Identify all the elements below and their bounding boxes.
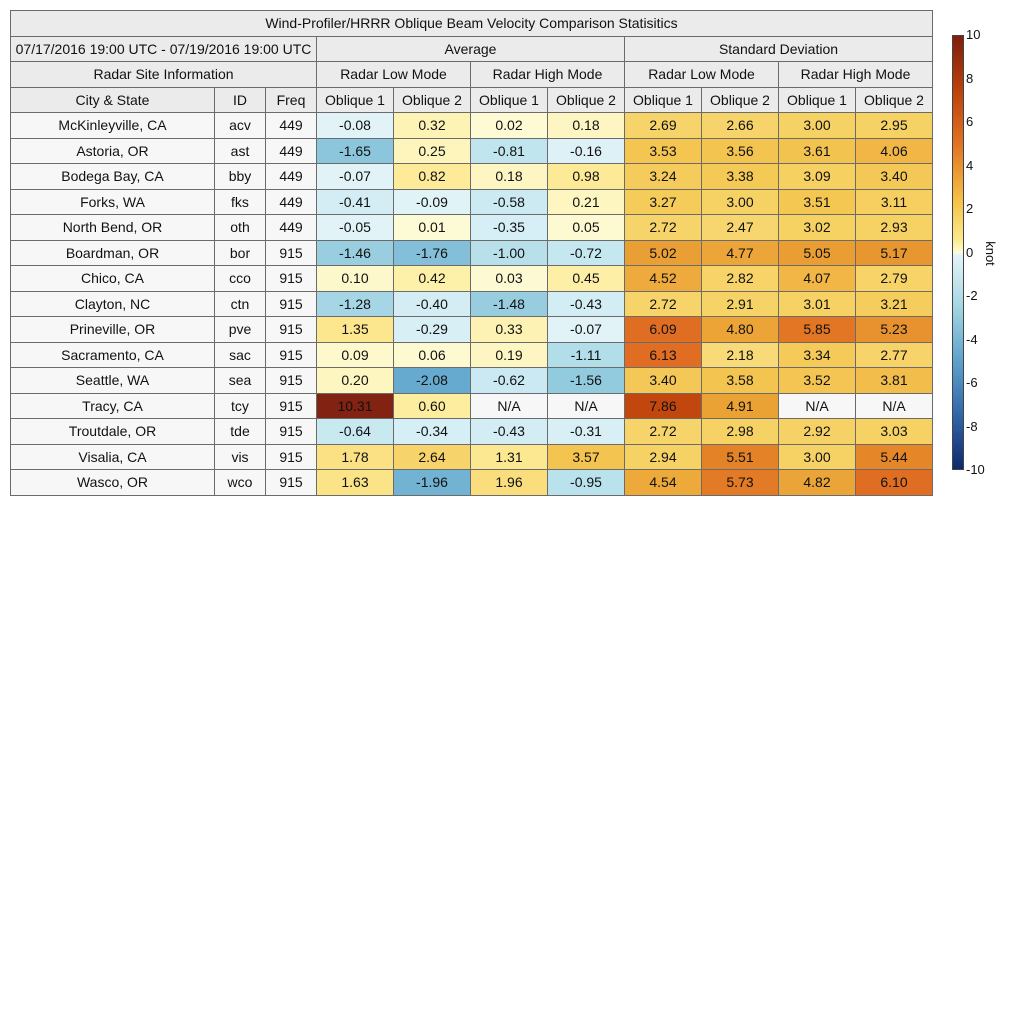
avg-high-oblique2-cell: -0.95: [548, 470, 625, 496]
id-cell: wco: [215, 470, 266, 496]
avg-low-oblique1-cell: -1.65: [317, 138, 394, 164]
std-high-oblique2-cell: 5.17: [856, 240, 933, 266]
id-column-header: ID: [215, 87, 266, 113]
avg-low-oblique1-cell: -1.28: [317, 291, 394, 317]
avg-low-oblique2-cell: 0.42: [394, 266, 471, 292]
colorbar-tick-label: -10: [966, 462, 985, 477]
colorbar-tick-label: 4: [966, 157, 974, 173]
avg-low-oblique1-cell: 0.09: [317, 342, 394, 368]
std-high-oblique2-cell: 3.11: [856, 189, 933, 215]
table-row: [11, 164, 933, 190]
table-row: [11, 342, 933, 368]
avg-low-oblique1-cell: -0.08: [317, 113, 394, 139]
city-cell: Sacramento, CA: [11, 342, 215, 368]
avg-high-oblique2-cell: -0.43: [548, 291, 625, 317]
id-cell: vis: [215, 444, 266, 470]
city-cell: Boardman, OR: [11, 240, 215, 266]
std-high-oblique2-header: Oblique 2: [856, 87, 933, 113]
city-cell: Tracy, CA: [11, 393, 215, 419]
avg-high-oblique1-cell: 0.19: [471, 342, 548, 368]
std-high-oblique1-cell: 4.82: [779, 470, 856, 496]
avg-low-oblique1-cell: 1.35: [317, 317, 394, 343]
city-cell: Clayton, NC: [11, 291, 215, 317]
avg-low-oblique2-cell: 2.64: [394, 444, 471, 470]
std-high-oblique1-cell: 3.09: [779, 164, 856, 190]
avg-low-oblique2-header: Oblique 2: [394, 87, 471, 113]
avg-low-oblique2-cell: 0.01: [394, 215, 471, 241]
avg-low-oblique1-cell: -0.05: [317, 215, 394, 241]
std-low-oblique2-cell: 2.82: [702, 266, 779, 292]
avg-low-oblique2-cell: -0.40: [394, 291, 471, 317]
avg-high-oblique1-cell: 0.33: [471, 317, 548, 343]
std-high-oblique1-cell: 5.85: [779, 317, 856, 343]
city-cell: Seattle, WA: [11, 368, 215, 394]
colorbar-tick-label: 10: [966, 27, 981, 42]
avg-high-oblique2-cell: 0.45: [548, 266, 625, 292]
colorbar-tick-label: -6: [966, 375, 978, 390]
avg-high-oblique1-cell: -1.48: [471, 291, 548, 317]
std-low-oblique2-cell: 2.18: [702, 342, 779, 368]
std-high-oblique2-cell: 5.23: [856, 317, 933, 343]
freq-cell: 449: [266, 113, 317, 139]
table-row: [11, 291, 933, 317]
avg-low-oblique1-cell: 0.10: [317, 266, 394, 292]
std-high-oblique2-cell: 2.77: [856, 342, 933, 368]
std-low-oblique2-cell: 3.56: [702, 138, 779, 164]
std-high-oblique1-cell: 3.02: [779, 215, 856, 241]
freq-cell: 915: [266, 393, 317, 419]
table-title: Wind-Profiler/HRRR Oblique Beam Velocity Comparison Statisitics: [11, 11, 933, 37]
std-low-oblique2-cell: 4.91: [702, 393, 779, 419]
avg-low-oblique2-cell: 0.82: [394, 164, 471, 190]
table-row: [11, 419, 933, 445]
city-column-header: City & State: [11, 87, 215, 113]
city-cell: McKinleyville, CA: [11, 113, 215, 139]
avg-low-oblique2-cell: 0.25: [394, 138, 471, 164]
freq-cell: 449: [266, 138, 317, 164]
avg-high-oblique1-cell: -0.43: [471, 419, 548, 445]
freq-cell: 915: [266, 419, 317, 445]
std-low-oblique2-cell: 2.47: [702, 215, 779, 241]
table-row: [11, 266, 933, 292]
avg-low-oblique2-cell: -1.96: [394, 470, 471, 496]
avg-low-mode-header: Radar Low Mode: [317, 62, 471, 88]
avg-low-oblique2-cell: -0.09: [394, 189, 471, 215]
freq-column-header: Freq: [266, 87, 317, 113]
std-low-oblique1-cell: 2.72: [625, 419, 702, 445]
std-high-oblique1-cell: 5.05: [779, 240, 856, 266]
avg-high-oblique2-cell: N/A: [548, 393, 625, 419]
avg-high-oblique2-cell: 3.57: [548, 444, 625, 470]
std-low-oblique1-cell: 5.02: [625, 240, 702, 266]
std-high-oblique2-cell: 2.93: [856, 215, 933, 241]
city-cell: Astoria, OR: [11, 138, 215, 164]
std-low-mode-header: Radar Low Mode: [625, 62, 779, 88]
table-row: [11, 470, 933, 496]
avg-high-oblique1-cell: -1.00: [471, 240, 548, 266]
avg-high-oblique2-cell: 0.21: [548, 189, 625, 215]
id-cell: sea: [215, 368, 266, 394]
std-low-oblique2-cell: 5.51: [702, 444, 779, 470]
avg-high-oblique2-cell: -0.72: [548, 240, 625, 266]
colorbar-tick-label: 2: [966, 201, 974, 216]
avg-high-oblique1-cell: N/A: [471, 393, 548, 419]
id-cell: bor: [215, 240, 266, 266]
freq-cell: 915: [266, 342, 317, 368]
avg-high-oblique1-cell: -0.58: [471, 189, 548, 215]
city-cell: Wasco, OR: [11, 470, 215, 496]
std-low-oblique2-cell: 2.66: [702, 113, 779, 139]
std-high-oblique1-cell: 3.51: [779, 189, 856, 215]
std-low-oblique2-cell: 2.98: [702, 419, 779, 445]
id-cell: fks: [215, 189, 266, 215]
std-low-oblique2-cell: 3.58: [702, 368, 779, 394]
std-low-oblique1-cell: 2.72: [625, 291, 702, 317]
freq-cell: 915: [266, 291, 317, 317]
stats-table-container: [10, 10, 933, 496]
avg-high-oblique1-cell: 0.18: [471, 164, 548, 190]
std-high-oblique2-cell: 6.10: [856, 470, 933, 496]
std-low-oblique2-cell: 3.38: [702, 164, 779, 190]
colorbar-tick-label: 8: [966, 70, 974, 86]
avg-high-oblique2-cell: -1.56: [548, 368, 625, 394]
std-low-oblique2-cell: 4.80: [702, 317, 779, 343]
freq-cell: 915: [266, 266, 317, 292]
avg-high-oblique1-cell: -0.81: [471, 138, 548, 164]
std-high-mode-header: Radar High Mode: [779, 62, 933, 88]
avg-high-oblique2-cell: -0.31: [548, 419, 625, 445]
id-cell: ctn: [215, 291, 266, 317]
avg-low-oblique2-cell: -2.08: [394, 368, 471, 394]
avg-low-oblique2-cell: 0.60: [394, 393, 471, 419]
std-low-oblique1-cell: 6.09: [625, 317, 702, 343]
table-row: [11, 368, 933, 394]
std-high-oblique1-cell: N/A: [779, 393, 856, 419]
std-low-oblique1-cell: 3.40: [625, 368, 702, 394]
std-high-oblique2-cell: 2.79: [856, 266, 933, 292]
avg-low-oblique1-cell: -0.41: [317, 189, 394, 215]
std-low-oblique1-cell: 6.13: [625, 342, 702, 368]
std-low-oblique1-cell: 2.94: [625, 444, 702, 470]
std-low-oblique1-cell: 2.69: [625, 113, 702, 139]
id-cell: bby: [215, 164, 266, 190]
stddev-header: Standard Deviation: [625, 36, 933, 62]
table-row: [11, 240, 933, 266]
std-low-oblique1-cell: 7.86: [625, 393, 702, 419]
table-row: [11, 393, 933, 419]
colorbar-tick-label: 0: [966, 244, 974, 260]
avg-low-oblique2-cell: -0.29: [394, 317, 471, 343]
stats-table: [10, 10, 933, 496]
std-high-oblique1-cell: 4.07: [779, 266, 856, 292]
std-low-oblique2-cell: 3.00: [702, 189, 779, 215]
city-cell: Bodega Bay, CA: [11, 164, 215, 190]
avg-low-oblique2-cell: 0.06: [394, 342, 471, 368]
avg-low-oblique2-cell: -0.34: [394, 419, 471, 445]
colorbar-tick-label: -2: [966, 288, 978, 303]
freq-cell: 915: [266, 444, 317, 470]
avg-high-oblique1-cell: 0.03: [471, 266, 548, 292]
id-cell: oth: [215, 215, 266, 241]
freq-cell: 915: [266, 470, 317, 496]
avg-high-oblique2-cell: 0.98: [548, 164, 625, 190]
avg-high-oblique2-cell: -0.07: [548, 317, 625, 343]
std-high-oblique1-cell: 3.61: [779, 138, 856, 164]
std-low-oblique1-cell: 4.52: [625, 266, 702, 292]
std-high-oblique1-cell: 3.34: [779, 342, 856, 368]
freq-cell: 915: [266, 240, 317, 266]
std-low-oblique1-header: Oblique 1: [625, 87, 702, 113]
std-low-oblique1-cell: 3.24: [625, 164, 702, 190]
column-header-row: [11, 87, 933, 113]
avg-high-oblique1-cell: 1.96: [471, 470, 548, 496]
colorbar-tick-label: -8: [966, 418, 978, 434]
avg-high-oblique2-cell: -1.11: [548, 342, 625, 368]
table-row: [11, 317, 933, 343]
std-high-oblique2-cell: N/A: [856, 393, 933, 419]
city-cell: Visalia, CA: [11, 444, 215, 470]
avg-high-oblique2-cell: 0.05: [548, 215, 625, 241]
std-high-oblique2-cell: 2.95: [856, 113, 933, 139]
avg-low-oblique2-cell: -1.76: [394, 240, 471, 266]
std-low-oblique1-cell: 3.27: [625, 189, 702, 215]
avg-high-oblique2-cell: -0.16: [548, 138, 625, 164]
title-row: [11, 11, 933, 37]
avg-low-oblique1-cell: 1.63: [317, 470, 394, 496]
id-cell: sac: [215, 342, 266, 368]
id-cell: acv: [215, 113, 266, 139]
average-header: Average: [317, 36, 625, 62]
std-high-oblique2-cell: 5.44: [856, 444, 933, 470]
avg-high-oblique1-cell: 1.31: [471, 444, 548, 470]
std-low-oblique2-cell: 4.77: [702, 240, 779, 266]
freq-cell: 915: [266, 317, 317, 343]
std-low-oblique2-header: Oblique 2: [702, 87, 779, 113]
std-low-oblique2-cell: 2.91: [702, 291, 779, 317]
colorbar-unit-label: knot: [982, 241, 998, 266]
std-high-oblique1-cell: 2.92: [779, 419, 856, 445]
avg-low-oblique1-cell: -0.07: [317, 164, 394, 190]
table-row: [11, 138, 933, 164]
freq-cell: 449: [266, 164, 317, 190]
id-cell: pve: [215, 317, 266, 343]
city-cell: Chico, CA: [11, 266, 215, 292]
std-low-oblique1-cell: 2.72: [625, 215, 702, 241]
site-info-header: Radar Site Information: [11, 62, 317, 88]
table-row: [11, 189, 933, 215]
avg-low-oblique1-cell: -1.46: [317, 240, 394, 266]
colorbar-tick-label: -4: [966, 331, 978, 347]
city-cell: Prineville, OR: [11, 317, 215, 343]
table-row: [11, 113, 933, 139]
std-high-oblique1-cell: 3.01: [779, 291, 856, 317]
avg-low-oblique1-cell: -0.64: [317, 419, 394, 445]
avg-high-mode-header: Radar High Mode: [471, 62, 625, 88]
std-high-oblique2-cell: 3.81: [856, 368, 933, 394]
colorbar-tick-label: 6: [966, 114, 974, 129]
std-high-oblique1-cell: 3.00: [779, 444, 856, 470]
city-cell: Troutdale, OR: [11, 419, 215, 445]
id-cell: ast: [215, 138, 266, 164]
avg-low-oblique1-cell: 1.78: [317, 444, 394, 470]
std-high-oblique2-cell: 3.40: [856, 164, 933, 190]
mode-header-row: [11, 62, 933, 88]
group-header-row: [11, 36, 933, 62]
table-row: [11, 215, 933, 241]
std-high-oblique2-cell: 3.03: [856, 419, 933, 445]
std-low-oblique1-cell: 4.54: [625, 470, 702, 496]
avg-high-oblique2-cell: 0.18: [548, 113, 625, 139]
city-cell: North Bend, OR: [11, 215, 215, 241]
std-high-oblique1-cell: 3.52: [779, 368, 856, 394]
id-cell: tde: [215, 419, 266, 445]
std-high-oblique1-header: Oblique 1: [779, 87, 856, 113]
std-high-oblique1-cell: 3.00: [779, 113, 856, 139]
period-label: 07/17/2016 19:00 UTC - 07/19/2016 19:00 UTC: [11, 36, 317, 62]
table-row: [11, 444, 933, 470]
avg-high-oblique1-cell: -0.35: [471, 215, 548, 241]
std-low-oblique1-cell: 3.53: [625, 138, 702, 164]
avg-high-oblique1-cell: -0.62: [471, 368, 548, 394]
avg-low-oblique2-cell: 0.32: [394, 113, 471, 139]
std-high-oblique2-cell: 3.21: [856, 291, 933, 317]
colorbar-gradient: [953, 36, 963, 469]
avg-high-oblique2-header: Oblique 2: [548, 87, 625, 113]
freq-cell: 449: [266, 189, 317, 215]
std-low-oblique2-cell: 5.73: [702, 470, 779, 496]
freq-cell: 915: [266, 368, 317, 394]
avg-low-oblique1-header: Oblique 1: [317, 87, 394, 113]
avg-high-oblique1-header: Oblique 1: [471, 87, 548, 113]
colorbar: [952, 35, 964, 470]
id-cell: cco: [215, 266, 266, 292]
avg-low-oblique1-cell: 10.31: [317, 393, 394, 419]
id-cell: tcy: [215, 393, 266, 419]
avg-high-oblique1-cell: 0.02: [471, 113, 548, 139]
city-cell: Forks, WA: [11, 189, 215, 215]
std-high-oblique2-cell: 4.06: [856, 138, 933, 164]
freq-cell: 449: [266, 215, 317, 241]
avg-low-oblique1-cell: 0.20: [317, 368, 394, 394]
